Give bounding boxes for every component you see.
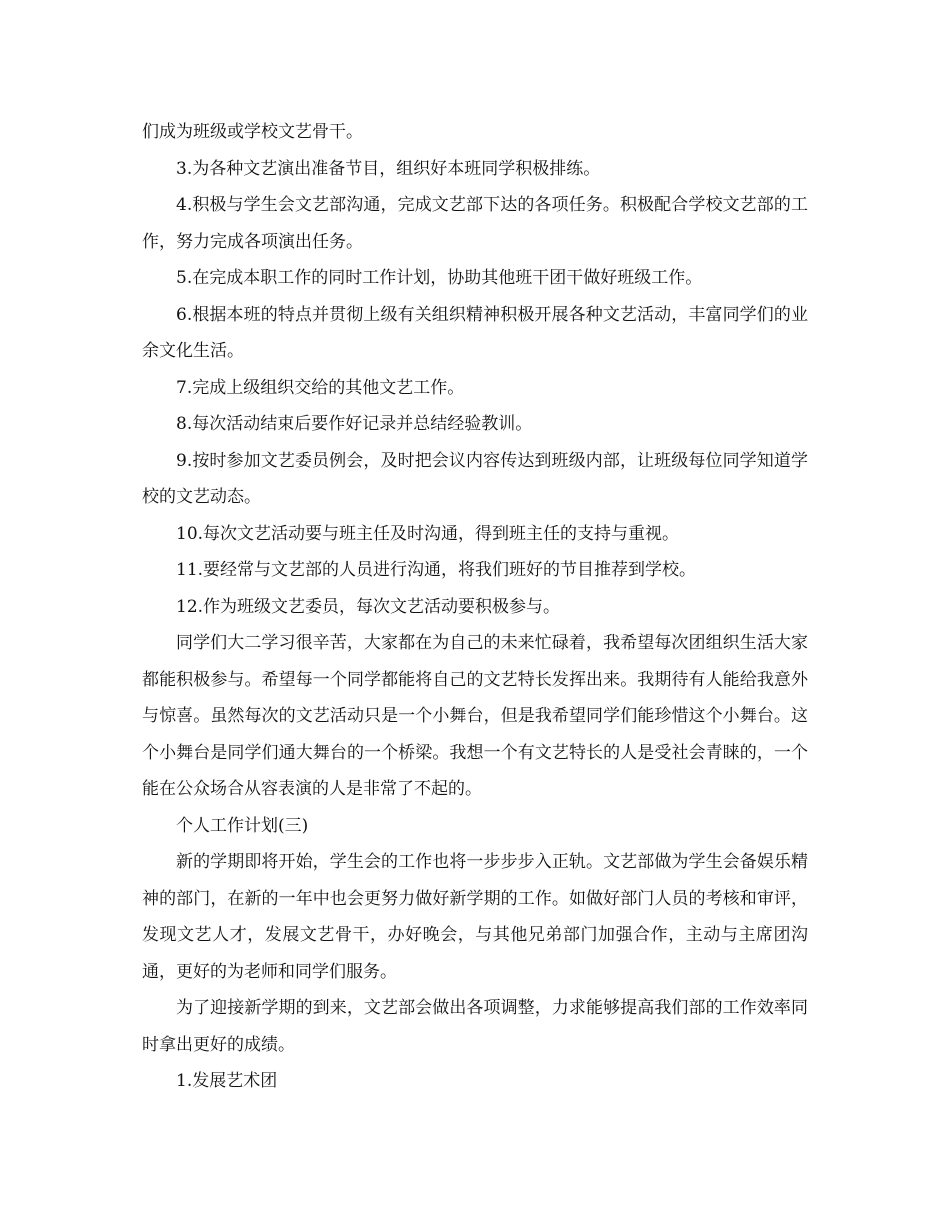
- goal-paragraph: 为了迎接新学期的到来，文艺部会做出各项调整，力求能够提高我们部的工作效率同时拿出更好的成绩。: [142, 998, 808, 1055]
- document-body: [142, 114, 808, 1100]
- list-item-8: 8.每次活动结束后要作好记录并总结经验教训。: [176, 414, 533, 434]
- paragraph-continuation: 们成为班级或学校文艺骨干。: [142, 122, 363, 142]
- intro-paragraph: 新的学期即将开始，学生会的工作也将一步步步入正轨。文艺部做为学生会备娱乐精神的部门，在新的一年中也会更努力做好新学期的工作。如做好部门人员的考核和审评，发现文艺人才，发展文艺骨干，办好晚会，与其他兄弟部门加强合作，主动与主席团沟通，更好的为老师和同学们服务。: [142, 852, 808, 982]
- list-item-4: 4.积极与学生会文艺部沟通，完成文艺部下达的各项任务。积极配合学校文艺部的工作，努力完成各项演出任务。: [142, 195, 808, 252]
- list-item-11: 11.要经常与文艺部的人员进行沟通，将我们班好的节目推荐到学校。: [176, 560, 697, 580]
- list-item-7: 7.完成上级组织交给的其他文艺工作。: [176, 377, 465, 398]
- sub-heading-1: 1.发展艺术团: [176, 1071, 278, 1091]
- list-item-10: 10.每次文艺活动要与班主任及时沟通，得到班主任的支持与重视。: [176, 523, 680, 544]
- section-heading: 个人工作计划(三): [176, 815, 309, 836]
- list-item-9: 9.按时参加文艺委员例会，及时把会议内容传达到班级内部，让班级每位同学知道学校的文艺动态。: [142, 450, 808, 507]
- list-item-6: 6.根据本班的特点并贯彻上级有关组织精神积极开展各种文艺活动，丰富同学们的业余文化生活。: [142, 304, 808, 361]
- closing-paragraph: 同学们大二学习很辛苦，大家都在为自己的未来忙碌着，我希望每次团组织生活大家都能积极参与。希望每一个同学都能将自己的文艺特长发挥出来。我期待有人能给我意外与惊喜。虽然每次的文艺活动只是一个小舞台，但是我希望同学们能珍惜这个小舞台。这个小舞台是同学们通大舞台的一个桥梁。我想一个有文艺特长的人是受社会青睐的，一个能在公众场合从容表演的人是非常了不起的。: [142, 633, 808, 799]
- list-item-3: 3.为各种文艺演出准备节目，组织好本班同学积极排练。: [176, 158, 601, 179]
- list-item-5: 5.在完成本职工作的同时工作计划，协助其他班干团干做好班级工作。: [176, 268, 703, 288]
- list-item-12: 12.作为班级文艺委员，每次文艺活动要积极参与。: [176, 596, 561, 617]
